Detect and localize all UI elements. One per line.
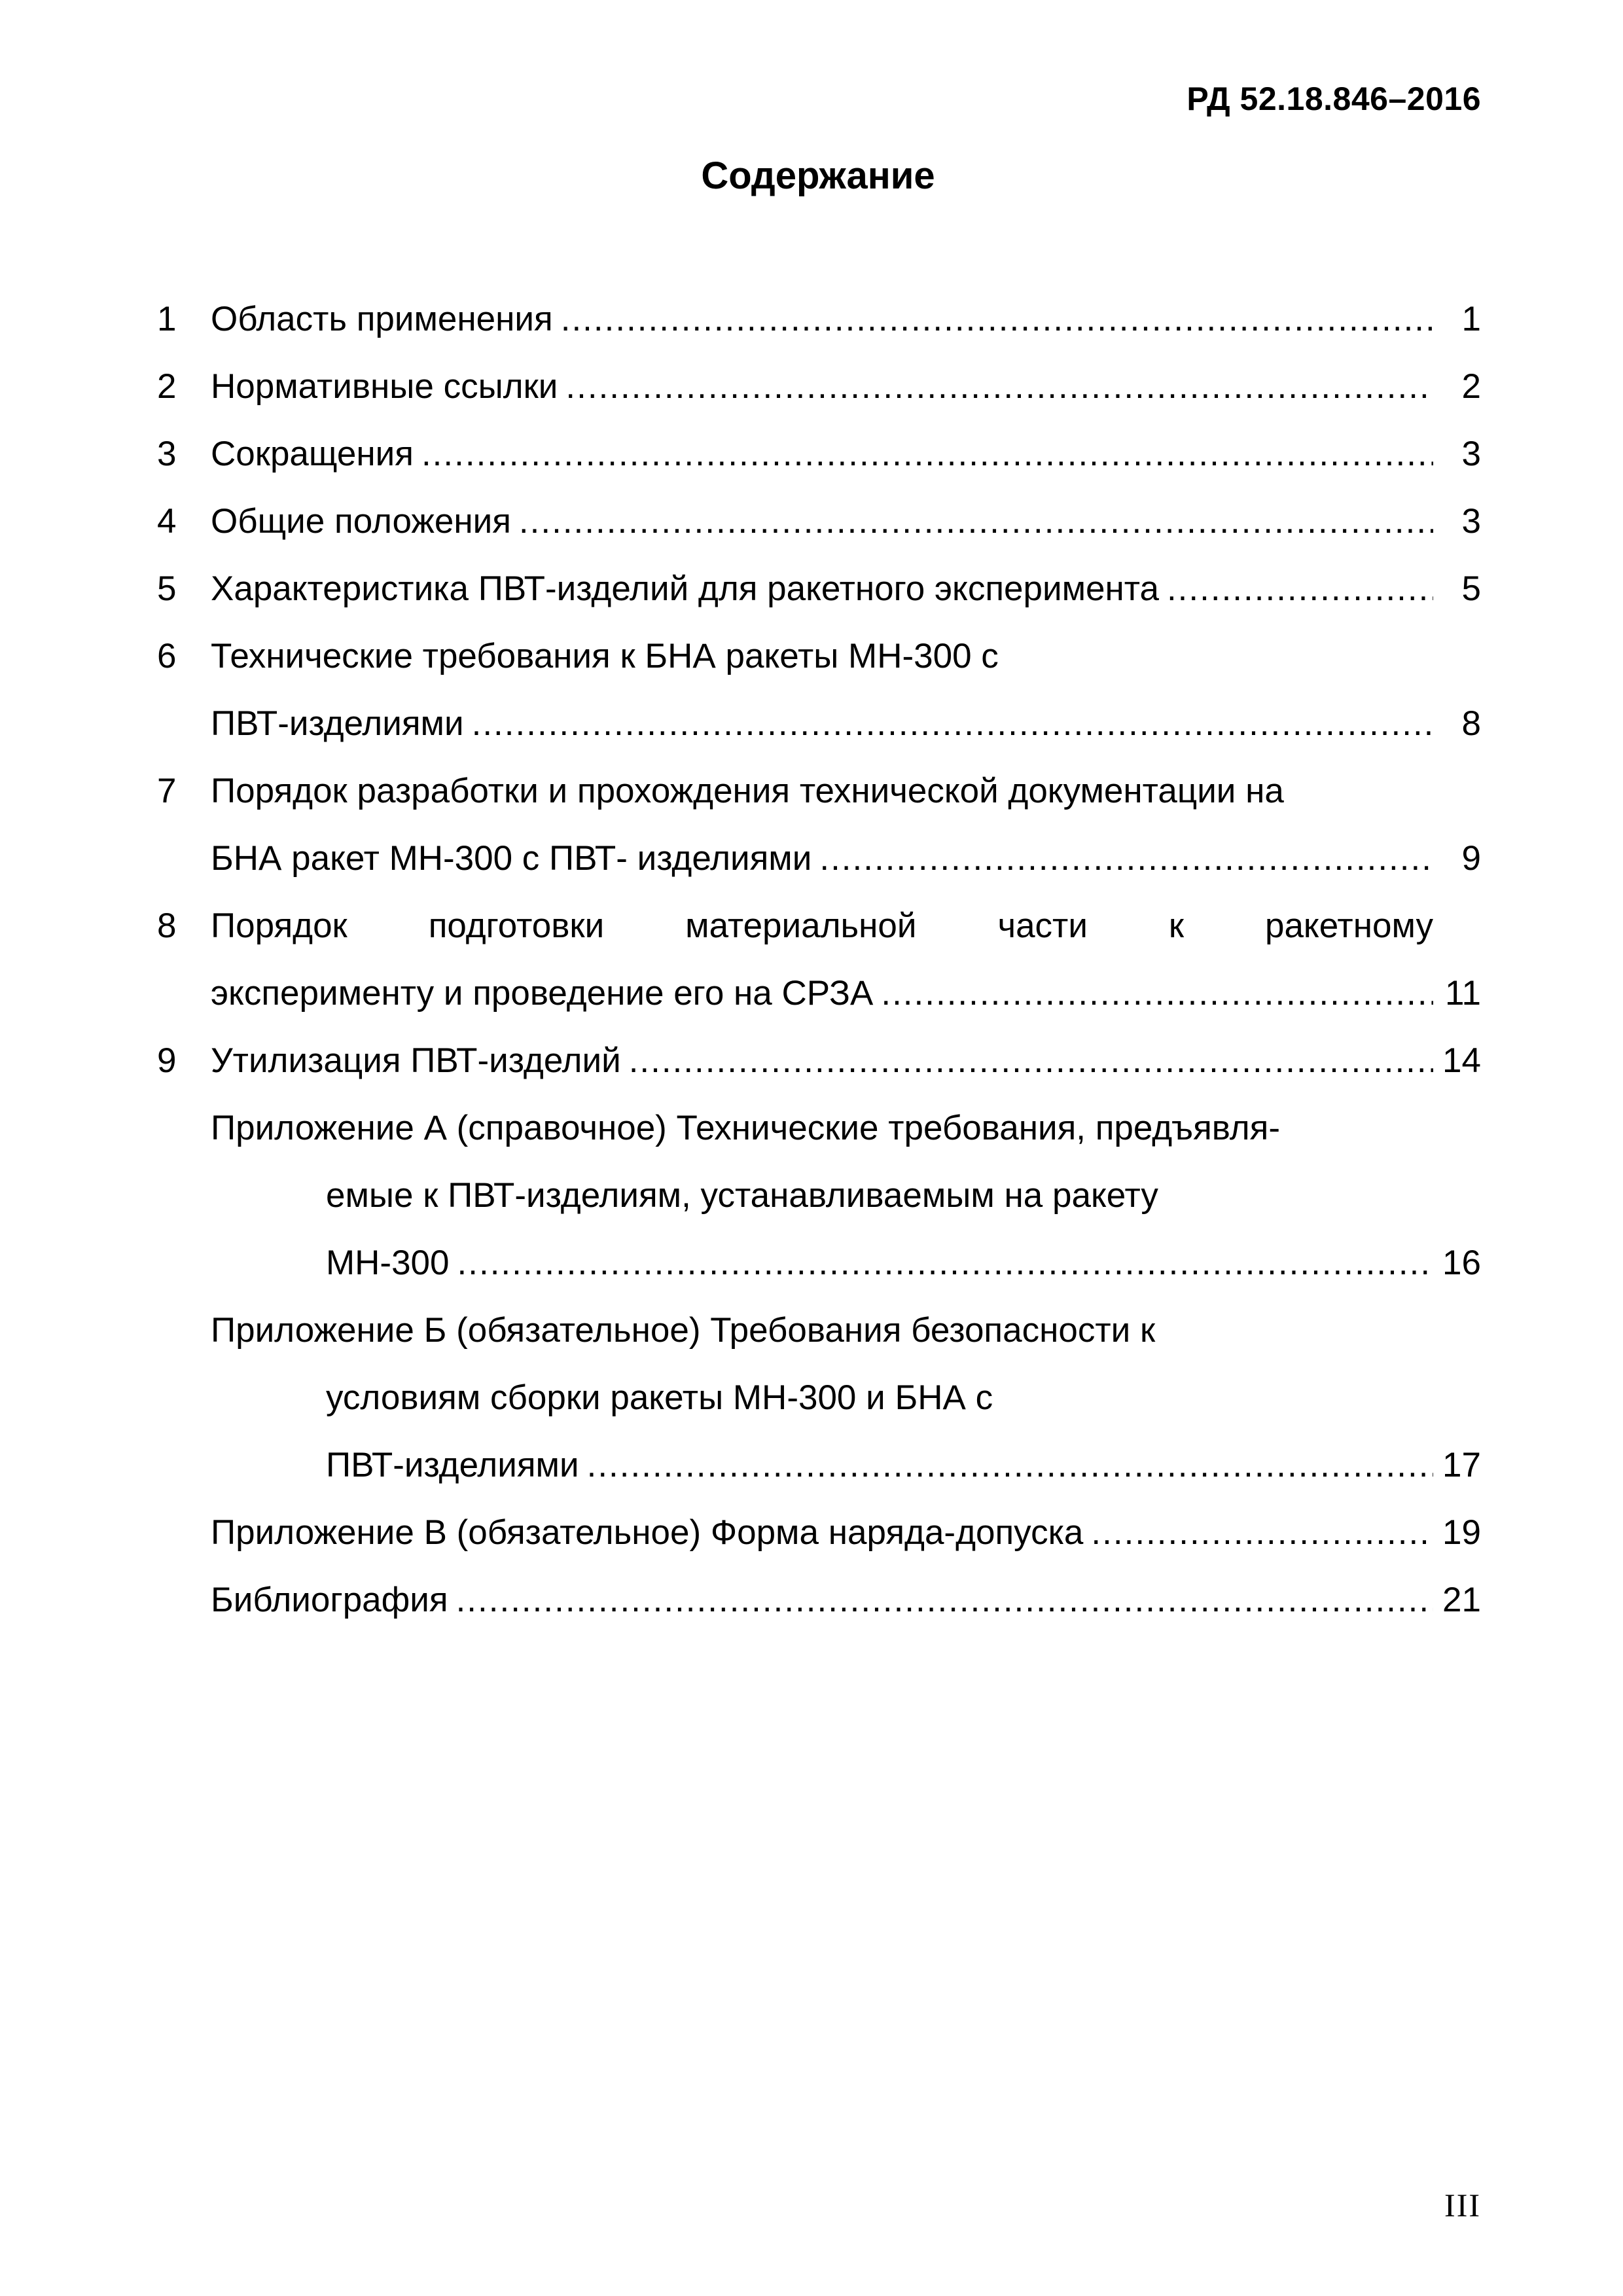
toc-entry-page: 3 [1461, 502, 1481, 541]
toc-entry-page: 8 [1461, 704, 1481, 743]
toc-entry-text-row [211, 1027, 1433, 1094]
toc-entry-continuation[interactable] [157, 825, 1481, 892]
toc-entry-text-row [211, 285, 1433, 353]
toc-entry-text-row [211, 1094, 1433, 1162]
toc-entry-number: 2 [157, 367, 177, 406]
toc-entry[interactable] [157, 420, 1481, 488]
toc-entry-text: Порядок разработки и прохождения технической документации на [211, 772, 1284, 810]
toc-entry-text: БНА ракет МН-300 с ПВТ- изделиями [211, 839, 812, 878]
toc-entry-text: эксперименту и проведение его на СРЗА [211, 974, 874, 1013]
toc-entry-text-row [211, 1297, 1433, 1364]
toc-entry-word: к [1168, 906, 1185, 945]
toc-entry-page: 19 [1442, 1513, 1481, 1552]
toc-appendix-v[interactable] [157, 1499, 1481, 1566]
toc-entry-text: Приложение В (обязательное) Форма наряда-допуска [211, 1513, 1084, 1552]
toc-entry[interactable] [157, 285, 1481, 353]
toc-entry-number: 1 [157, 300, 177, 338]
toc-entry-text-row [211, 420, 1433, 488]
toc-entry-text: условиям сборки ракеты МН-300 и БНА с [326, 1378, 993, 1417]
toc-entry-continuation[interactable] [157, 1431, 1481, 1499]
toc-entry-text-row [326, 1162, 1433, 1229]
toc-entry-page: 5 [1461, 569, 1481, 608]
toc-entry-page: 17 [1442, 1446, 1481, 1484]
toc-entry-number: 8 [157, 906, 177, 945]
toc-entry-word: материальной [685, 906, 917, 945]
toc-entry-text-row [211, 555, 1433, 622]
toc-entry-text-row [211, 960, 1433, 1027]
toc-entry-text-row [326, 1229, 1433, 1297]
toc-entry-text-row [326, 1364, 1433, 1431]
toc-entry-word: подготовки [428, 906, 605, 945]
toc-entry-page: 14 [1442, 1041, 1481, 1080]
toc-entry-text: Общие положения [211, 502, 511, 541]
dot-leader [565, 353, 1433, 420]
dot-leader [519, 488, 1433, 555]
toc-entry-text-row [326, 1431, 1433, 1499]
toc-entry-text-row [211, 892, 1433, 960]
dot-leader [587, 1431, 1433, 1499]
toc-entry-page: 11 [1444, 974, 1481, 1013]
toc-entry-number: 5 [157, 569, 177, 608]
toc-entry-text: Характеристика ПВТ-изделий для ракетного эксперимента [211, 569, 1159, 608]
toc-entry-text: Нормативные ссылки [211, 367, 558, 406]
toc-entry-text: Библиография [211, 1581, 448, 1619]
toc-entry-text: Приложение А (справочное) Технические требования, предъявля- [211, 1109, 1281, 1147]
toc-entry[interactable] [157, 757, 1481, 825]
toc-entry-text: Утилизация ПВТ-изделий [211, 1041, 621, 1080]
toc-entry-number: 4 [157, 502, 177, 541]
toc-entry-text: Сокращения [211, 435, 414, 473]
toc-entry-word: части [997, 906, 1088, 945]
toc-entry-page: 1 [1461, 300, 1481, 338]
toc-entry-text-row [211, 622, 1433, 690]
toc-entry-continuation[interactable] [157, 1229, 1481, 1297]
toc-entry-continuation[interactable] [157, 1162, 1481, 1229]
toc-entry-continuation[interactable] [157, 960, 1481, 1027]
toc-entry-number: 3 [157, 435, 177, 473]
toc-entry-word: Порядок [211, 906, 348, 945]
toc-entry-text: ПВТ-изделиями [211, 704, 464, 743]
dot-leader [1167, 555, 1433, 622]
dot-leader [456, 1566, 1433, 1634]
toc-entry-page: 16 [1442, 1244, 1481, 1282]
toc-entry-word: ракетному [1264, 906, 1433, 945]
page-number: III [1444, 2187, 1481, 2223]
toc-bibliography[interactable] [157, 1566, 1481, 1634]
dot-leader [881, 960, 1433, 1027]
toc-entry-text: МН-300 [326, 1244, 450, 1282]
document-code: РД 52.18.846–2016 [1186, 81, 1481, 117]
toc-appendix-a[interactable] [157, 1094, 1481, 1162]
toc-entry-page: 21 [1442, 1581, 1481, 1619]
toc-entry-number: 7 [157, 772, 177, 810]
toc-entry-text-row [211, 1566, 1433, 1634]
dot-leader [1091, 1499, 1433, 1566]
toc-entry-text-row [211, 353, 1433, 420]
toc-entry-text: Технические требования к БНА ракеты МН-300 с [211, 637, 999, 675]
dot-leader [421, 420, 1433, 488]
toc-entry-text-row [211, 690, 1433, 757]
toc-entry-text: ПВТ-изделиями [326, 1446, 579, 1484]
toc-entry-text-row [211, 1499, 1433, 1566]
toc-entry[interactable] [157, 892, 1481, 960]
toc-entry[interactable] [157, 353, 1481, 420]
toc-entry[interactable] [157, 622, 1481, 690]
toc-entry-text: Область применения [211, 300, 553, 338]
toc-entry[interactable] [157, 488, 1481, 555]
dot-leader [472, 690, 1433, 757]
dot-leader [819, 825, 1433, 892]
table-of-contents [157, 285, 1481, 1634]
dot-leader [457, 1229, 1433, 1297]
toc-entry-text-row [211, 825, 1433, 892]
toc-entry-number: 9 [157, 1041, 177, 1080]
dot-leader [561, 285, 1433, 353]
toc-entry[interactable] [157, 555, 1481, 622]
toc-entry-continuation[interactable] [157, 1364, 1481, 1431]
toc-entry-text: Приложение Б (обязательное) Требования безопасности к [211, 1311, 1156, 1350]
toc-entry[interactable] [157, 1027, 1481, 1094]
page-title: Содержание [701, 154, 935, 197]
toc-entry-text-row [211, 488, 1433, 555]
toc-entry-text: емые к ПВТ-изделиям, устанавливаемым на ракету [326, 1176, 1158, 1215]
toc-entry-page: 3 [1461, 435, 1481, 473]
toc-entry-continuation[interactable] [157, 690, 1481, 757]
dot-leader [629, 1027, 1433, 1094]
toc-appendix-b[interactable] [157, 1297, 1481, 1364]
toc-entry-text-row [211, 757, 1433, 825]
toc-entry-page: 2 [1461, 367, 1481, 406]
toc-entry-page: 9 [1461, 839, 1481, 878]
toc-entry-number: 6 [157, 637, 177, 675]
